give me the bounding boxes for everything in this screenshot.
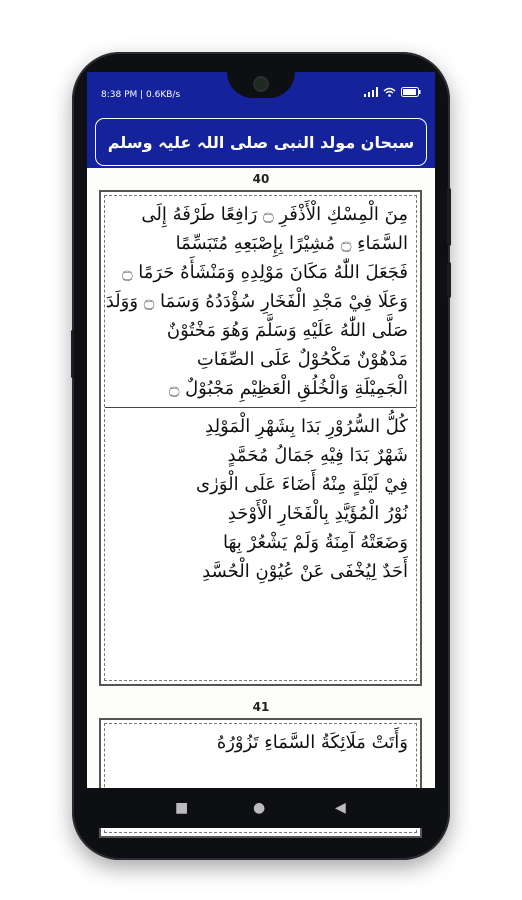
app-title: سبحان مولد النبی صلی اللہ علیہ وسلم [95, 118, 427, 166]
poem-line: وَضَعَتْهُ آمِنَةُ وَلَمْ يَشْعُرْ بِهَا [223, 532, 408, 553]
app-header [87, 114, 435, 168]
text-line: مَدْهُوْنٌ مَكْحُوْلٌ عَلَى الصِّفَاتِ [196, 349, 408, 370]
section-divider [105, 407, 416, 408]
page-number: 41 [252, 700, 270, 714]
poem-line: فِيْ لَيْلَةٍ مِنْهُ أَضَاءَ عَلَى الْوَرٰى [196, 474, 408, 495]
text-line: الْجَمِيْلَةِ وَالْخُلُقِ الْعَظِيْمِ مَجْبُوْلٌ ۝ [168, 378, 408, 399]
text-line: وَعَلَا فِيْ مَجْدِ الْفَخَارِ سُؤْدَدُهُ وَسَمَا ۝ وَوَلَدَ [105, 291, 408, 312]
status-time: 8:38 PM | 0.6KB/s [101, 90, 181, 100]
book-content[interactable] [87, 168, 435, 788]
signal-icon [364, 87, 378, 97]
power-button [447, 262, 451, 298]
navigation-bar [87, 788, 435, 828]
volume-button [447, 188, 451, 246]
text-line: صَلَّى اللّٰهُ عَلَيْهِ وَسَلَّمَ وَهُوَ مَخْتُوْنٌ [166, 320, 408, 341]
back-button[interactable]: ◀ [335, 800, 346, 816]
poem-line: كُلُّ السُّرُوْرِ بَدَا بِشَهْرِ الْمَوْلِدِ [205, 416, 408, 437]
poem-line: شَهْرٌ بَدَا فِيْهِ جَمَالُ مُحَمَّدٍ [227, 445, 408, 466]
book-page [99, 190, 422, 686]
poem-line: نُوْرُ الْمُؤَيَّدِ بِالْفَخَارِ الْأَوْحَدِ [227, 503, 408, 524]
text-line: فَجَعَلَ اللّٰهُ مَكَانَ مَوْلِدِهِ وَمَنْشَأَهُ حَرَمًا ۝ [121, 262, 408, 283]
wifi-icon [383, 87, 396, 97]
battery-icon [401, 87, 421, 97]
text-line: وَأَتَتْ مَلَائِكَةُ السَّمَاءِ تَزُوْرُهُ [216, 732, 408, 753]
poem-line: أَحَدٌ لِيُخْفَى عَنْ عُيُوْنِ الْحُسَّدِ [202, 561, 408, 582]
home-button[interactable]: ● [253, 800, 266, 816]
recent-apps-button[interactable]: ■ [175, 800, 189, 816]
side-button-left [71, 330, 74, 378]
front-camera [255, 78, 267, 90]
text-line: مِنَ الْمِسْكِ الْأَذْفَرِ ۝ رَافِعًا طَرْفَهُ إِلَى [141, 204, 408, 225]
phone-screen [87, 72, 435, 788]
text-line: السَّمَاءِ ۝ مُشِيْرًا بِإِصْبَعِهِ مُتَبَسِّمًا [175, 233, 408, 254]
page-number: 40 [252, 172, 270, 186]
